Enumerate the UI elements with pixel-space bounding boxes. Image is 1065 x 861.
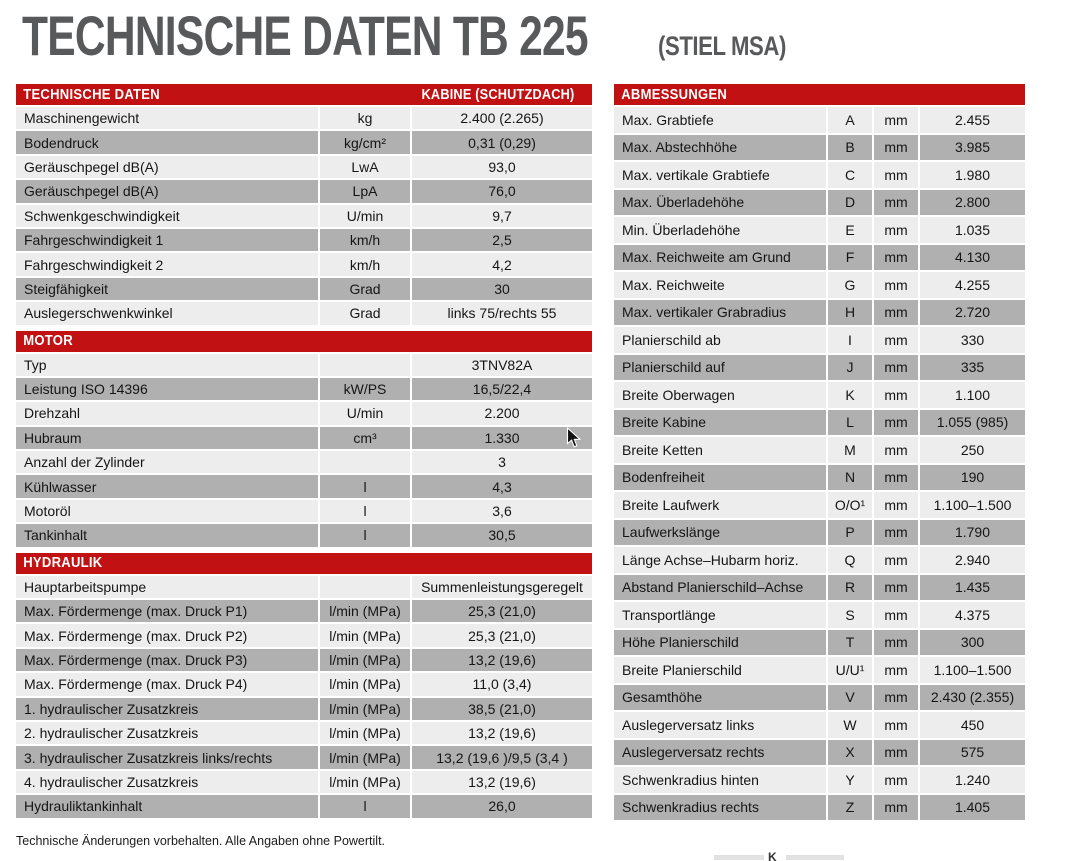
table-body xyxy=(16,576,592,818)
row-unit: mm xyxy=(874,190,918,216)
row-unit: mm xyxy=(874,795,918,821)
row-label: Planierschild auf xyxy=(614,355,826,381)
row-value: 30,5 xyxy=(412,524,592,546)
row-label: Motoröl xyxy=(16,500,318,522)
row-value: 26,0 xyxy=(412,795,592,817)
row-unit: l/min (MPa) xyxy=(320,624,410,646)
row-label: Breite Kabine xyxy=(614,410,826,436)
row-unit: LpA xyxy=(320,180,410,202)
row-value: 13,2 (19,6) xyxy=(412,722,592,744)
row-letter: C xyxy=(828,162,872,188)
row-value: 1.790 xyxy=(920,520,1025,546)
table-row xyxy=(614,685,1025,711)
row-letter: R xyxy=(828,575,872,601)
row-label: Breite Laufwerk xyxy=(614,492,826,518)
table-row xyxy=(16,180,592,202)
row-value: 30 xyxy=(412,278,592,300)
row-unit: l/min (MPa) xyxy=(320,771,410,793)
row-label: Max. Reichweite xyxy=(614,272,826,298)
row-unit: mm xyxy=(874,107,918,133)
row-value: 2,5 xyxy=(412,229,592,251)
row-label: Höhe Planierschild xyxy=(614,630,826,656)
row-label: Hydrauliktankinhalt xyxy=(16,795,318,817)
row-unit: mm xyxy=(874,657,918,683)
row-label: Fahrgeschwindigkeit 1 xyxy=(16,229,318,251)
table-row xyxy=(16,278,592,300)
row-label: Bodenfreiheit xyxy=(614,465,826,491)
row-unit: mm xyxy=(874,162,918,188)
row-value: 76,0 xyxy=(412,180,592,202)
row-unit: U/min xyxy=(320,402,410,424)
row-value: 4,2 xyxy=(412,253,592,275)
table-row xyxy=(16,378,592,400)
row-letter: Z xyxy=(828,795,872,821)
row-value: 330 xyxy=(920,327,1025,353)
row-letter: Y xyxy=(828,767,872,793)
table-row xyxy=(614,547,1025,573)
row-value: 4.130 xyxy=(920,245,1025,271)
row-unit: l xyxy=(320,475,410,497)
row-value: 2.400 (2.265) xyxy=(412,107,592,129)
table-row xyxy=(614,575,1025,601)
row-value: 93,0 xyxy=(412,156,592,178)
table-body xyxy=(614,107,1025,820)
row-label: Schwenkradius hinten xyxy=(614,767,826,793)
diagram-fragment xyxy=(706,846,846,861)
row-unit: mm xyxy=(874,630,918,656)
row-label: Anzahl der Zylinder xyxy=(16,451,318,473)
row-value: 300 xyxy=(920,630,1025,656)
table-row xyxy=(614,107,1025,133)
row-letter: U/U¹ xyxy=(828,657,872,683)
row-label: Hauptarbeitspumpe xyxy=(16,576,318,598)
table-row xyxy=(614,327,1025,353)
row-value: 4,3 xyxy=(412,475,592,497)
table-row xyxy=(16,722,592,744)
row-value: 190 xyxy=(920,465,1025,491)
row-unit: km/h xyxy=(320,253,410,275)
row-unit: l/min (MPa) xyxy=(320,649,410,671)
row-unit: l/min (MPa) xyxy=(320,600,410,622)
row-unit: mm xyxy=(874,712,918,738)
row-label: Transportlänge xyxy=(614,602,826,628)
row-value: 2.455 xyxy=(920,107,1025,133)
row-label: Tankinhalt xyxy=(16,524,318,546)
row-unit: mm xyxy=(874,327,918,353)
row-letter: N xyxy=(828,465,872,491)
table-row xyxy=(16,131,592,153)
row-value: 2.200 xyxy=(412,402,592,424)
row-unit: mm xyxy=(874,135,918,161)
table-row xyxy=(614,410,1025,436)
row-label: Auslegerschwenkwinkel xyxy=(16,302,318,324)
row-letter: Q xyxy=(828,547,872,573)
table-row xyxy=(614,712,1025,738)
row-label: Schwenkgeschwindigkeit xyxy=(16,205,318,227)
row-value: 4.255 xyxy=(920,272,1025,298)
section-title: MOTOR xyxy=(23,333,73,350)
row-unit: mm xyxy=(874,602,918,628)
row-value: 1.435 xyxy=(920,575,1025,601)
row-unit: mm xyxy=(874,465,918,491)
row-label: 3. hydraulischer Zusatzkreis links/rechts xyxy=(16,746,318,768)
table-row xyxy=(16,624,592,646)
table-row xyxy=(16,107,592,129)
section-title: HYDRAULIK xyxy=(23,555,103,572)
row-unit: mm xyxy=(874,272,918,298)
row-label: Schwenkradius rechts xyxy=(614,795,826,821)
row-value: links 75/rechts 55 xyxy=(412,302,592,324)
row-label: Geräuschpegel dB(A) xyxy=(16,156,318,178)
table-row xyxy=(16,302,592,324)
table-row xyxy=(614,740,1025,766)
table-row xyxy=(614,300,1025,326)
row-unit: l xyxy=(320,524,410,546)
row-letter: I xyxy=(828,327,872,353)
table-row xyxy=(614,795,1025,821)
row-letter: S xyxy=(828,602,872,628)
row-letter: X xyxy=(828,740,872,766)
table-abmessungen xyxy=(614,84,1025,820)
row-value: 1.100 xyxy=(920,382,1025,408)
row-label: Steigfähigkeit xyxy=(16,278,318,300)
row-label: Max. Grabtiefe xyxy=(614,107,826,133)
row-label: Breite Ketten xyxy=(614,437,826,463)
table-row xyxy=(614,162,1025,188)
page-title: TECHNISCHE DATEN TB 225 xyxy=(22,4,588,67)
row-label: Min. Überladehöhe xyxy=(614,217,826,243)
row-unit: Grad xyxy=(320,302,410,324)
row-label: Breite Oberwagen xyxy=(614,382,826,408)
row-label: Breite Planierschild xyxy=(614,657,826,683)
row-value: 13,2 (19,6 )/9,5 (3,4 ) xyxy=(412,746,592,768)
row-unit: LwA xyxy=(320,156,410,178)
table-row xyxy=(16,156,592,178)
row-value: 1.055 (985) xyxy=(920,410,1025,436)
row-value: 1.405 xyxy=(920,795,1025,821)
row-label: Hubraum xyxy=(16,427,318,449)
row-value: 25,3 (21,0) xyxy=(412,624,592,646)
row-unit: mm xyxy=(874,410,918,436)
dimension-line xyxy=(714,855,764,860)
row-label: Max. vertikaler Grabradius xyxy=(614,300,826,326)
row-unit: mm xyxy=(874,520,918,546)
row-value: 2.720 xyxy=(920,300,1025,326)
table-row xyxy=(614,492,1025,518)
table-motor xyxy=(16,331,592,547)
row-letter: T xyxy=(828,630,872,656)
row-unit: l xyxy=(320,795,410,817)
page-subtitle: (STIEL MSA) xyxy=(658,31,786,61)
row-label: Auslegerversatz links xyxy=(614,712,826,738)
table-row xyxy=(16,771,592,793)
table-header-abmessungen xyxy=(614,84,1025,105)
row-value: 9,7 xyxy=(412,205,592,227)
table-row xyxy=(614,465,1025,491)
row-value: 1.100–1.500 xyxy=(920,492,1025,518)
table-row xyxy=(16,746,592,768)
row-label: Max. Fördermenge (max. Druck P1) xyxy=(16,600,318,622)
row-label: 1. hydraulischer Zusatzkreis xyxy=(16,698,318,720)
row-letter: J xyxy=(828,355,872,381)
row-letter: H xyxy=(828,300,872,326)
row-unit: l/min (MPa) xyxy=(320,746,410,768)
row-unit xyxy=(320,451,410,473)
table-row xyxy=(16,475,592,497)
row-unit: l/min (MPa) xyxy=(320,722,410,744)
dimension-label: K xyxy=(768,850,777,861)
row-value: 3 xyxy=(412,451,592,473)
table-header-technische-daten xyxy=(16,84,592,105)
table-row xyxy=(16,576,592,598)
row-value: 1.980 xyxy=(920,162,1025,188)
table-row xyxy=(614,657,1025,683)
section-title: TECHNISCHE DATEN xyxy=(23,86,160,103)
row-unit: l/min (MPa) xyxy=(320,673,410,695)
row-unit: cm³ xyxy=(320,427,410,449)
table-body xyxy=(16,107,592,325)
table-row xyxy=(614,767,1025,793)
table-header-hydraulik xyxy=(16,553,592,574)
row-unit: km/h xyxy=(320,229,410,251)
left-column xyxy=(16,84,592,824)
table-row xyxy=(16,600,592,622)
row-letter: F xyxy=(828,245,872,271)
row-value: 575 xyxy=(920,740,1025,766)
dimension-line xyxy=(786,855,844,860)
section-title: ABMESSUNGEN xyxy=(621,86,728,103)
table-row xyxy=(614,272,1025,298)
mouse-cursor-icon xyxy=(566,427,582,449)
row-letter: D xyxy=(828,190,872,216)
row-label: 4. hydraulischer Zusatzkreis xyxy=(16,771,318,793)
row-value: 1.035 xyxy=(920,217,1025,243)
table-row xyxy=(614,437,1025,463)
row-unit: mm xyxy=(874,575,918,601)
table-row xyxy=(16,205,592,227)
row-label: Max. Überladehöhe xyxy=(614,190,826,216)
row-unit: mm xyxy=(874,382,918,408)
row-unit: mm xyxy=(874,355,918,381)
row-value: 2.940 xyxy=(920,547,1025,573)
table-row xyxy=(16,649,592,671)
row-unit: U/min xyxy=(320,205,410,227)
row-letter: K xyxy=(828,382,872,408)
row-unit: mm xyxy=(874,217,918,243)
table-body xyxy=(16,354,592,547)
row-label: Länge Achse–Hubarm horiz. xyxy=(614,547,826,573)
row-label: Fahrgeschwindigkeit 2 xyxy=(16,253,318,275)
table-row xyxy=(16,524,592,546)
row-value: 3,6 xyxy=(412,500,592,522)
table-row xyxy=(614,630,1025,656)
table-row xyxy=(16,451,592,473)
row-unit: kg/cm² xyxy=(320,131,410,153)
row-letter: A xyxy=(828,107,872,133)
row-label: Max. Fördermenge (max. Druck P2) xyxy=(16,624,318,646)
row-label: Max. Abstechhöhe xyxy=(614,135,826,161)
column-header-kabine: KABINE (SCHUTZDACH) xyxy=(421,86,575,103)
row-value: 13,2 (19,6) xyxy=(412,649,592,671)
row-unit xyxy=(320,354,410,376)
row-value: 450 xyxy=(920,712,1025,738)
table-row xyxy=(614,135,1025,161)
row-label: Drehzahl xyxy=(16,402,318,424)
row-label: Max. vertikale Grabtiefe xyxy=(614,162,826,188)
table-row xyxy=(16,795,592,817)
row-value: 38,5 (21,0) xyxy=(412,698,592,720)
table-row xyxy=(614,602,1025,628)
row-label: 2. hydraulischer Zusatzkreis xyxy=(16,722,318,744)
row-value: 335 xyxy=(920,355,1025,381)
row-value: 1.330 xyxy=(412,427,592,449)
row-unit: mm xyxy=(874,492,918,518)
row-unit: mm xyxy=(874,685,918,711)
row-letter: B xyxy=(828,135,872,161)
row-label: Gesamthöhe xyxy=(614,685,826,711)
table-row xyxy=(614,520,1025,546)
table-row xyxy=(614,190,1025,216)
row-label: Abstand Planierschild–Achse xyxy=(614,575,826,601)
row-value: 25,3 (21,0) xyxy=(412,600,592,622)
row-value: 250 xyxy=(920,437,1025,463)
row-value: 3TNV82A xyxy=(412,354,592,376)
row-unit: l xyxy=(320,500,410,522)
row-value: 0,31 (0,29) xyxy=(412,131,592,153)
row-unit: mm xyxy=(874,245,918,271)
row-unit: mm xyxy=(874,437,918,463)
table-row xyxy=(16,229,592,251)
row-label: Kühlwasser xyxy=(16,475,318,497)
row-label: Max. Reichweite am Grund xyxy=(614,245,826,271)
row-label: Typ xyxy=(16,354,318,376)
row-letter: P xyxy=(828,520,872,546)
row-letter: G xyxy=(828,272,872,298)
row-letter: V xyxy=(828,685,872,711)
row-unit: mm xyxy=(874,740,918,766)
table-header-motor xyxy=(16,331,592,352)
row-unit: kW/PS xyxy=(320,378,410,400)
table-row xyxy=(16,354,592,376)
row-letter: L xyxy=(828,410,872,436)
row-letter: M xyxy=(828,437,872,463)
row-label: Laufwerkslänge xyxy=(614,520,826,546)
table-row xyxy=(16,427,592,449)
row-label: Max. Fördermenge (max. Druck P3) xyxy=(16,649,318,671)
row-unit: Grad xyxy=(320,278,410,300)
row-value: 1.100–1.500 xyxy=(920,657,1025,683)
row-unit: l/min (MPa) xyxy=(320,698,410,720)
table-row xyxy=(16,500,592,522)
table-row xyxy=(614,245,1025,271)
row-unit: mm xyxy=(874,547,918,573)
row-letter: E xyxy=(828,217,872,243)
table-row xyxy=(16,698,592,720)
row-value: 4.375 xyxy=(920,602,1025,628)
table-row xyxy=(16,402,592,424)
table-row xyxy=(16,673,592,695)
row-label: Bodendruck xyxy=(16,131,318,153)
row-unit: mm xyxy=(874,300,918,326)
table-hydraulik xyxy=(16,553,592,818)
row-label: Max. Fördermenge (max. Druck P4) xyxy=(16,673,318,695)
page-header xyxy=(22,0,1042,67)
row-value: 1.240 xyxy=(920,767,1025,793)
row-unit: kg xyxy=(320,107,410,129)
row-unit: mm xyxy=(874,767,918,793)
table-row xyxy=(614,217,1025,243)
row-label: Auslegerversatz rechts xyxy=(614,740,826,766)
row-label: Geräuschpegel dB(A) xyxy=(16,180,318,202)
row-value: 2.430 (2.355) xyxy=(920,685,1025,711)
row-value: 3.985 xyxy=(920,135,1025,161)
row-value: 2.800 xyxy=(920,190,1025,216)
row-letter: O/O¹ xyxy=(828,492,872,518)
table-row xyxy=(614,355,1025,381)
row-label: Planierschild ab xyxy=(614,327,826,353)
row-label: Leistung ISO 14396 xyxy=(16,378,318,400)
table-row xyxy=(16,253,592,275)
row-value: 16,5/22,4 xyxy=(412,378,592,400)
row-value: Summenleistungsgeregelt xyxy=(412,576,592,598)
footnote: Technische Änderungen vorbehalten. Alle Angaben ohne Powertilt. xyxy=(16,834,386,848)
row-unit xyxy=(320,576,410,598)
table-technische-daten xyxy=(16,84,592,325)
table-row xyxy=(614,382,1025,408)
row-value: 11,0 (3,4) xyxy=(412,673,592,695)
row-value: 13,2 (19,6) xyxy=(412,771,592,793)
right-column xyxy=(614,84,1025,826)
row-label: Maschinengewicht xyxy=(16,107,318,129)
row-letter: W xyxy=(828,712,872,738)
